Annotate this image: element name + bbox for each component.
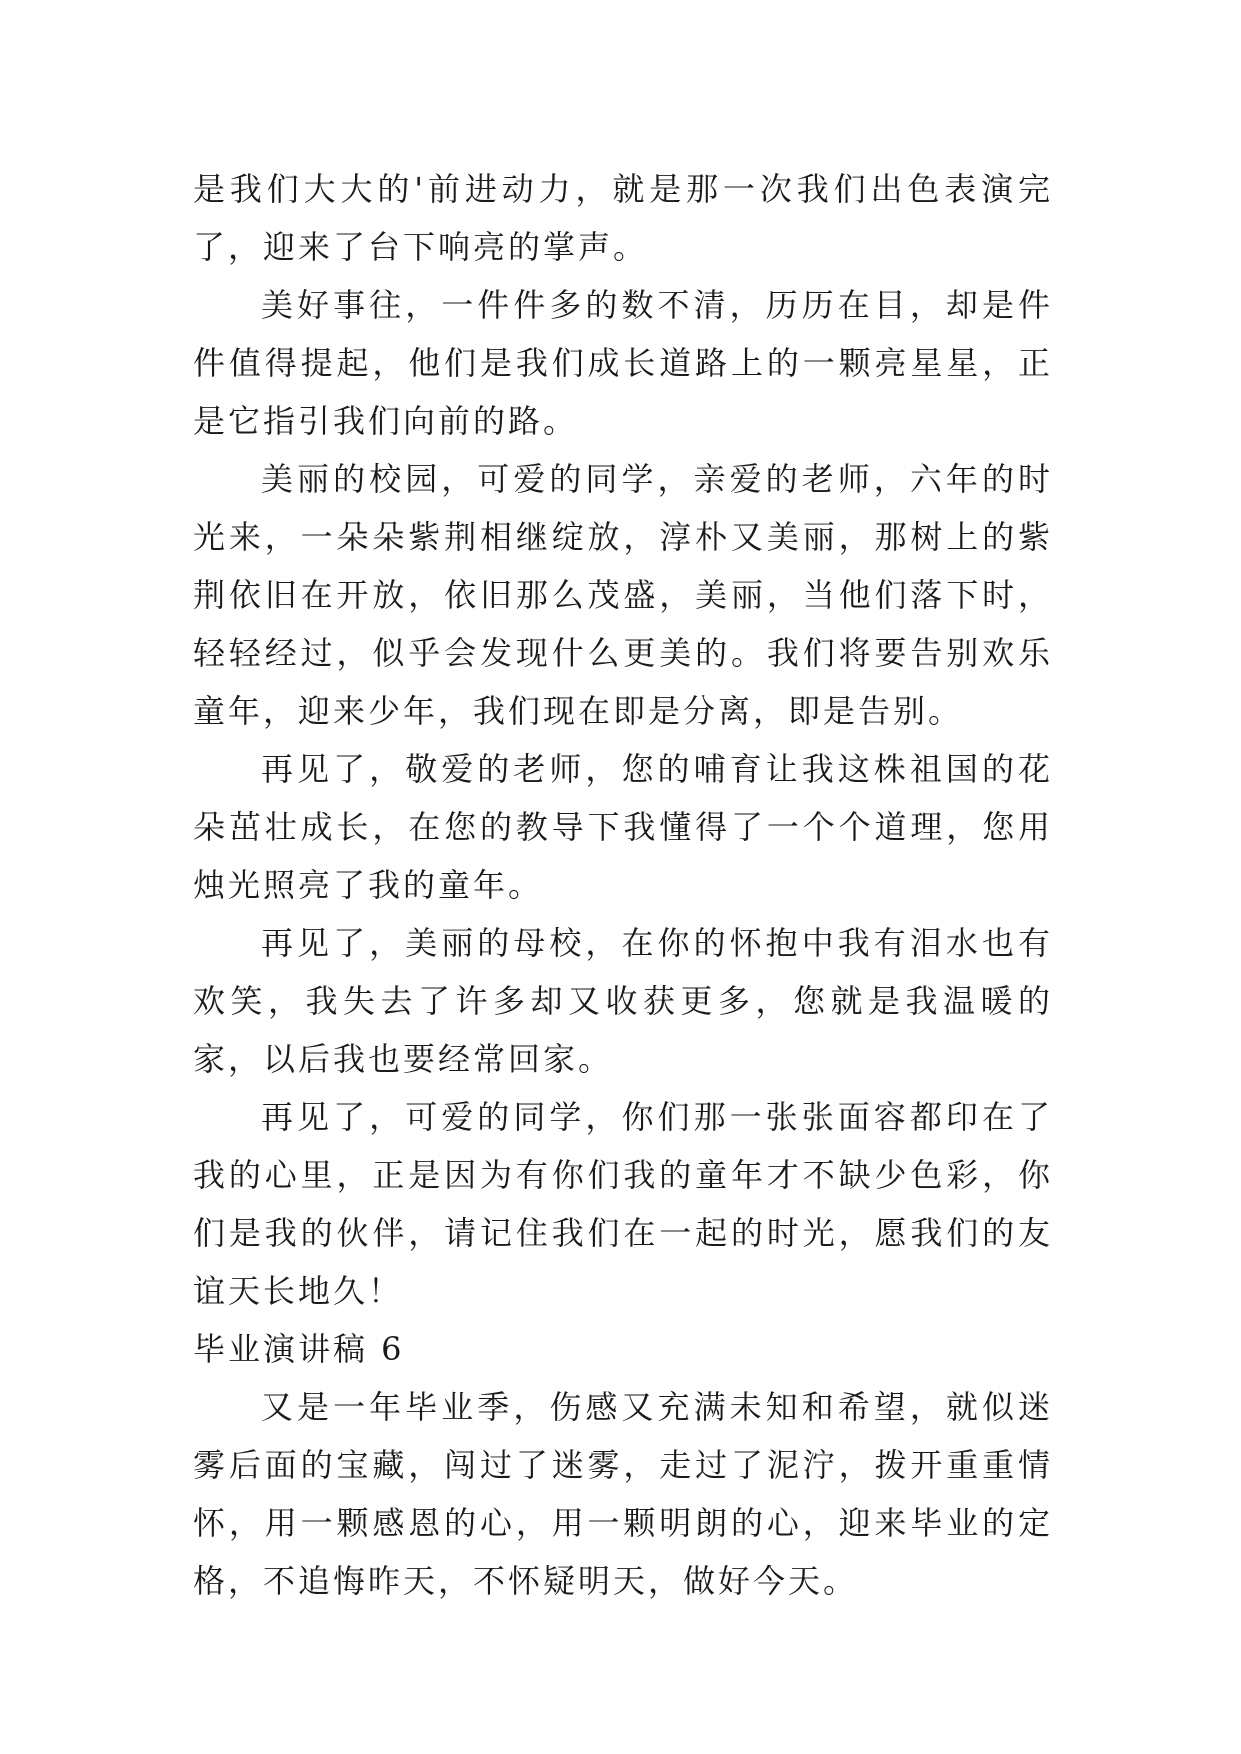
paragraph-6: 再见了，可爱的同学，你们那一张张面容都印在了我的心里，正是因为有你们我的童年才不缺少色彩，你们是我的伙伴，请记住我们在一起的时光，愿我们的友谊天长地久！ [193,1098,1053,1310]
document-body [193,160,1053,1610]
paragraph-3: 美丽的校园，可爱的同学，亲爱的老师，六年的时光来，一朵朵紫荆相继绽放，淳朴又美丽，那树上的紫荆依旧在开放，依旧那么茂盛，美丽，当他们落下时，轻轻经过，似乎会发现什么更美的。我们将要告别欢乐童年，迎来少年，我们现在即是分离，即是告别。 [193,460,1053,730]
paragraph-5: 再见了，美丽的母校，在你的怀抱中我有泪水也有欢笑，我失去了许多却又收获更多，您就是我温暖的家，以后我也要经常回家。 [193,924,1053,1078]
paragraph-2: 美好事往，一件件多的数不清，历历在目，却是件件值得提起，他们是我们成长道路上的一颗亮星星，正是它指引我们向前的路。 [193,286,1053,440]
section-heading: 毕业演讲稿 6 [193,1330,405,1368]
paragraph-1: 是我们大大的'前进动力，就是那一次我们出色表演完了，迎来了台下响亮的掌声。 [193,170,1053,266]
paragraph-7: 又是一年毕业季，伤感又充满未知和希望，就似迷雾后面的宝藏，闯过了迷雾，走过了泥泞，拨开重重情怀，用一颗感恩的心，用一颗明朗的心，迎来毕业的定格，不追悔昨天，不怀疑明天，做好今天。 [193,1388,1053,1600]
paragraph-4: 再见了，敬爱的老师，您的哺育让我这株祖国的花朵茁壮成长，在您的教导下我懂得了一个个道理，您用烛光照亮了我的童年。 [193,750,1053,904]
